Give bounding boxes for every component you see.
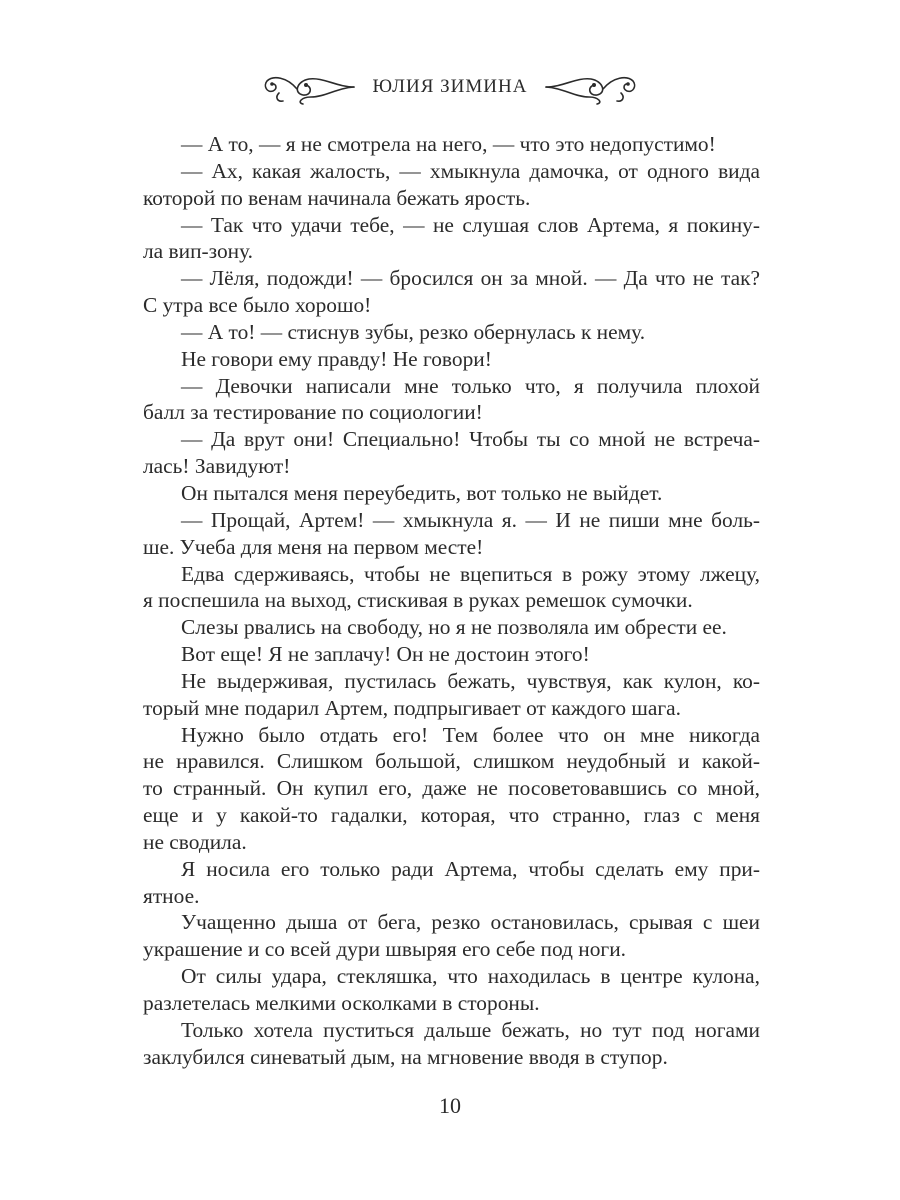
text-line: Вот еще! Я не заплачу! Он не достоин этого!: [181, 642, 590, 667]
paragraph: [143, 158, 760, 212]
text-line: Слезы рвались на свободу, но я не позволяла им обрести ее.: [181, 615, 727, 640]
paragraph: [143, 641, 760, 668]
text-line: украшение и со всей дури швыряя его себе под ноги.: [143, 937, 627, 962]
text-line: Не говори ему правду! Не говори!: [181, 346, 492, 371]
paragraph: [143, 668, 760, 722]
text-line: разлетелась мелкими осколками в стороны.: [143, 991, 540, 1015]
flourish-ornament-right-icon: [543, 67, 643, 107]
text-line: Только хотела пуститься дальше бежать, но тут под ногами: [181, 1017, 760, 1042]
paragraph: [143, 212, 760, 266]
book-author: ЮЛИЯ ЗИМИНА: [372, 76, 528, 97]
text-line: не нравился. Слишком большой, слишком неудобный и какой-: [143, 749, 760, 774]
text-line: ше. Учеба для меня на первом месте!: [143, 534, 484, 559]
paragraph: [143, 722, 760, 856]
text-line: — Прощай, Артем! — хмыкнула я. — И не пиши мне боль-: [181, 507, 760, 532]
text-line: не сводила.: [143, 829, 247, 854]
text-line: которой по венам начинала бежать ярость.: [143, 185, 531, 210]
body-text: [143, 131, 760, 1071]
text-line: — Да врут они! Специально! Чтобы ты со мной не встреча-: [181, 427, 760, 452]
text-line: заклубился синеватый дым, на мгновение вводя в ступор.: [143, 1044, 668, 1069]
text-line: лась! Завидуют!: [143, 454, 291, 479]
paragraph: [143, 319, 760, 346]
text-line: С утра все было хорошо!: [143, 293, 372, 318]
text-line: Я носила его только ради Артема, чтобы сделать ему при-: [181, 856, 760, 881]
paragraph: [143, 131, 760, 158]
paragraph: [143, 346, 760, 373]
text-line: — Так что удачи тебе, — не слушая слов Артема, я покину-: [181, 212, 760, 237]
text-line: еще и у какой-то гадалки, которая, что странно, глаз с меня: [143, 803, 760, 828]
text-line: — Лёля, подожди! — бросился он за мной. — Да что не так?: [181, 266, 760, 291]
flourish-ornament-left-icon: [257, 67, 357, 107]
text-line: торый мне подарил Артем, подпрыгивает от каждого шага.: [143, 695, 681, 720]
paragraph: [143, 373, 760, 427]
text-line: — Ах, какая жалость, — хмыкнула дамочка, от одного вида: [181, 158, 760, 183]
text-line: то странный. Он купил его, даже не посоветовавшись со мной,: [143, 776, 760, 801]
page-number: 10: [439, 1093, 461, 1118]
text-line: — А то! — стиснув зубы, резко обернулась к нему.: [181, 319, 646, 344]
text-line: От силы удара, стекляшка, что находилась в центре кулона,: [181, 964, 760, 989]
text-line: Нужно было отдать его! Тем более что он мне никогда: [181, 722, 760, 747]
paragraph: [143, 1017, 760, 1071]
paragraph: [143, 614, 760, 641]
text-line: Он пытался меня переубедить, вот только не выйдет.: [181, 480, 663, 505]
text-line: Едва сдерживаясь, чтобы не вцепиться в рожу этому лжецу,: [181, 561, 760, 586]
paragraph: [143, 507, 760, 561]
paragraph: [143, 480, 760, 507]
running-header: [0, 62, 900, 112]
paragraph: [143, 561, 760, 615]
paragraph: [143, 909, 760, 963]
text-line: Не выдерживая, пустилась бежать, чувствуя, как кулон, ко-: [181, 668, 760, 693]
text-line: Учащенно дыша от бега, резко остановилась, срывая с шеи: [181, 910, 760, 935]
paragraph: [143, 856, 760, 910]
paragraph: [143, 265, 760, 319]
text-line: ятное.: [143, 883, 200, 908]
paragraph: [143, 963, 760, 1017]
paragraph: [143, 426, 760, 480]
text-line: — Девочки написали мне только что, я получила плохой: [181, 373, 760, 398]
text-line: ла вип-зону.: [143, 239, 254, 264]
text-line: балл за тестирование по социологии!: [143, 400, 483, 425]
text-line: — А то, — я не смотрела на него, — что это недопустимо!: [181, 132, 716, 156]
text-line: я поспешила на выход, стискивая в руках ремешок сумочки.: [143, 588, 693, 613]
